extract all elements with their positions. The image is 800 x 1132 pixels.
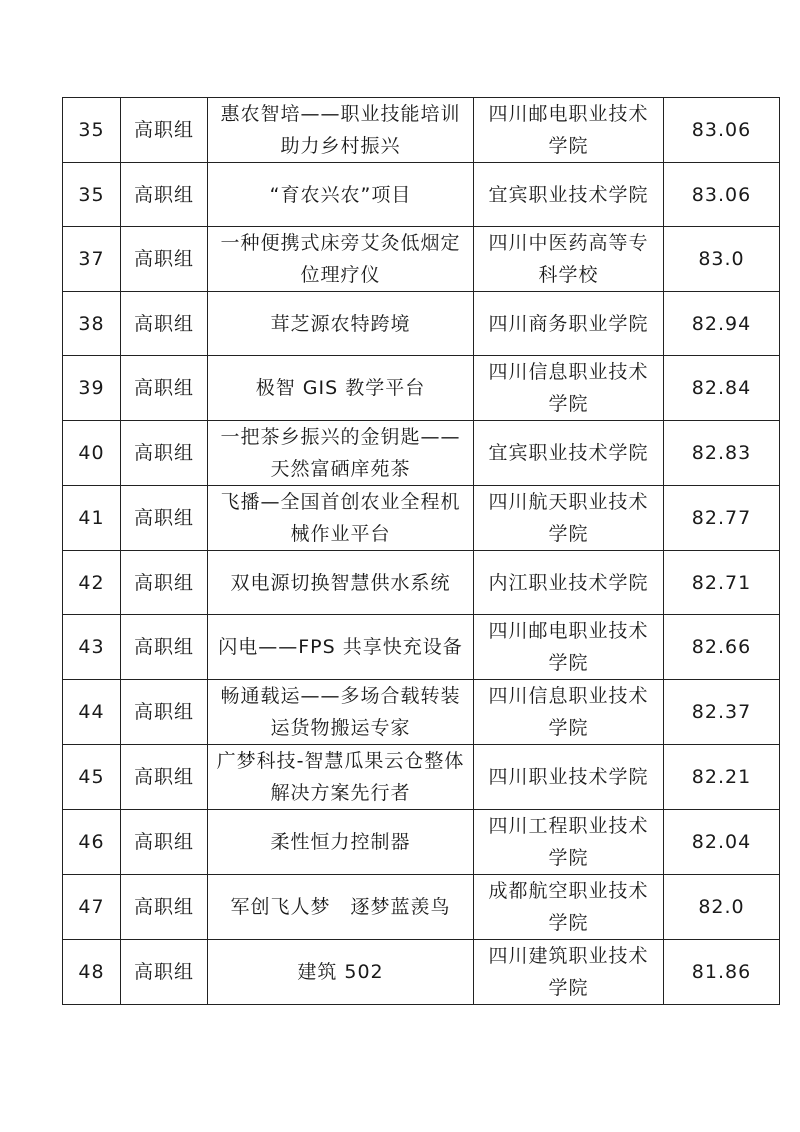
project-cell: 广梦科技-智慧瓜果云仓整体解决方案先行者 xyxy=(208,745,474,810)
project-cell: 双电源切换智慧供水系统 xyxy=(208,551,474,615)
project-cell: “育农兴农”项目 xyxy=(208,163,474,227)
rank-cell: 41 xyxy=(63,486,121,551)
school-cell: 四川职业技术学院 xyxy=(474,745,664,810)
project-cell: 一种便携式床旁艾灸低烟定位理疗仪 xyxy=(208,227,474,292)
school-cell: 四川邮电职业技术学院 xyxy=(474,98,664,163)
score-cell: 83.06 xyxy=(664,98,780,163)
school-cell: 内江职业技术学院 xyxy=(474,551,664,615)
table-row xyxy=(63,356,780,421)
score-cell: 82.71 xyxy=(664,551,780,615)
table-row xyxy=(63,292,780,356)
school-cell: 四川信息职业技术学院 xyxy=(474,356,664,421)
score-cell: 82.37 xyxy=(664,680,780,745)
school-cell: 四川商务职业学院 xyxy=(474,292,664,356)
group-cell: 高职组 xyxy=(121,745,208,810)
rank-cell: 35 xyxy=(63,98,121,163)
score-cell: 82.84 xyxy=(664,356,780,421)
score-cell: 82.04 xyxy=(664,810,780,875)
project-cell: 飞播—全国首创农业全程机械作业平台 xyxy=(208,486,474,551)
score-cell: 83.06 xyxy=(664,163,780,227)
group-cell: 高职组 xyxy=(121,551,208,615)
school-cell: 宜宾职业技术学院 xyxy=(474,163,664,227)
school-cell: 四川信息职业技术学院 xyxy=(474,680,664,745)
school-cell: 四川建筑职业技术学院 xyxy=(474,940,664,1005)
table-row xyxy=(63,875,780,940)
school-cell: 四川航天职业技术学院 xyxy=(474,486,664,551)
score-cell: 82.0 xyxy=(664,875,780,940)
table-row xyxy=(63,810,780,875)
group-cell: 高职组 xyxy=(121,875,208,940)
group-cell: 高职组 xyxy=(121,292,208,356)
project-cell: 一把茶乡振兴的金钥匙——天然富硒庠苑茶 xyxy=(208,421,474,486)
project-cell: 建筑 502 xyxy=(208,940,474,1005)
table-row xyxy=(63,615,780,680)
rank-cell: 37 xyxy=(63,227,121,292)
project-cell: 茸芝源农特跨境 xyxy=(208,292,474,356)
table-row xyxy=(63,227,780,292)
rank-cell: 35 xyxy=(63,163,121,227)
score-cell: 83.0 xyxy=(664,227,780,292)
group-cell: 高职组 xyxy=(121,940,208,1005)
school-cell: 四川工程职业技术学院 xyxy=(474,810,664,875)
group-cell: 高职组 xyxy=(121,421,208,486)
project-cell: 闪电——FPS 共享快充设备 xyxy=(208,615,474,680)
group-cell: 高职组 xyxy=(121,486,208,551)
score-cell: 82.94 xyxy=(664,292,780,356)
table-row xyxy=(63,680,780,745)
group-cell: 高职组 xyxy=(121,810,208,875)
score-cell: 81.86 xyxy=(664,940,780,1005)
project-cell: 惠农智培——职业技能培训助力乡村振兴 xyxy=(208,98,474,163)
rank-cell: 39 xyxy=(63,356,121,421)
group-cell: 高职组 xyxy=(121,227,208,292)
project-cell: 极智 GIS 教学平台 xyxy=(208,356,474,421)
group-cell: 高职组 xyxy=(121,615,208,680)
results-table xyxy=(62,97,780,1005)
school-cell: 四川中医药高等专科学校 xyxy=(474,227,664,292)
rank-cell: 38 xyxy=(63,292,121,356)
rank-cell: 46 xyxy=(63,810,121,875)
score-cell: 82.21 xyxy=(664,745,780,810)
table-row xyxy=(63,940,780,1005)
group-cell: 高职组 xyxy=(121,356,208,421)
table-row xyxy=(63,98,780,163)
table-row xyxy=(63,551,780,615)
school-cell: 四川邮电职业技术学院 xyxy=(474,615,664,680)
rank-cell: 45 xyxy=(63,745,121,810)
rank-cell: 43 xyxy=(63,615,121,680)
project-cell: 军创飞人梦 逐梦蓝羡鸟 xyxy=(208,875,474,940)
project-cell: 畅通载运——多场合载转装运货物搬运专家 xyxy=(208,680,474,745)
rank-cell: 42 xyxy=(63,551,121,615)
rank-cell: 44 xyxy=(63,680,121,745)
table-row xyxy=(63,421,780,486)
score-cell: 82.66 xyxy=(664,615,780,680)
table-row xyxy=(63,486,780,551)
group-cell: 高职组 xyxy=(121,680,208,745)
rank-cell: 48 xyxy=(63,940,121,1005)
score-cell: 82.77 xyxy=(664,486,780,551)
school-cell: 宜宾职业技术学院 xyxy=(474,421,664,486)
score-cell: 82.83 xyxy=(664,421,780,486)
rank-cell: 47 xyxy=(63,875,121,940)
project-cell: 柔性恒力控制器 xyxy=(208,810,474,875)
group-cell: 高职组 xyxy=(121,163,208,227)
rank-cell: 40 xyxy=(63,421,121,486)
school-cell: 成都航空职业技术学院 xyxy=(474,875,664,940)
table-row xyxy=(63,745,780,810)
group-cell: 高职组 xyxy=(121,98,208,163)
table-row xyxy=(63,163,780,227)
